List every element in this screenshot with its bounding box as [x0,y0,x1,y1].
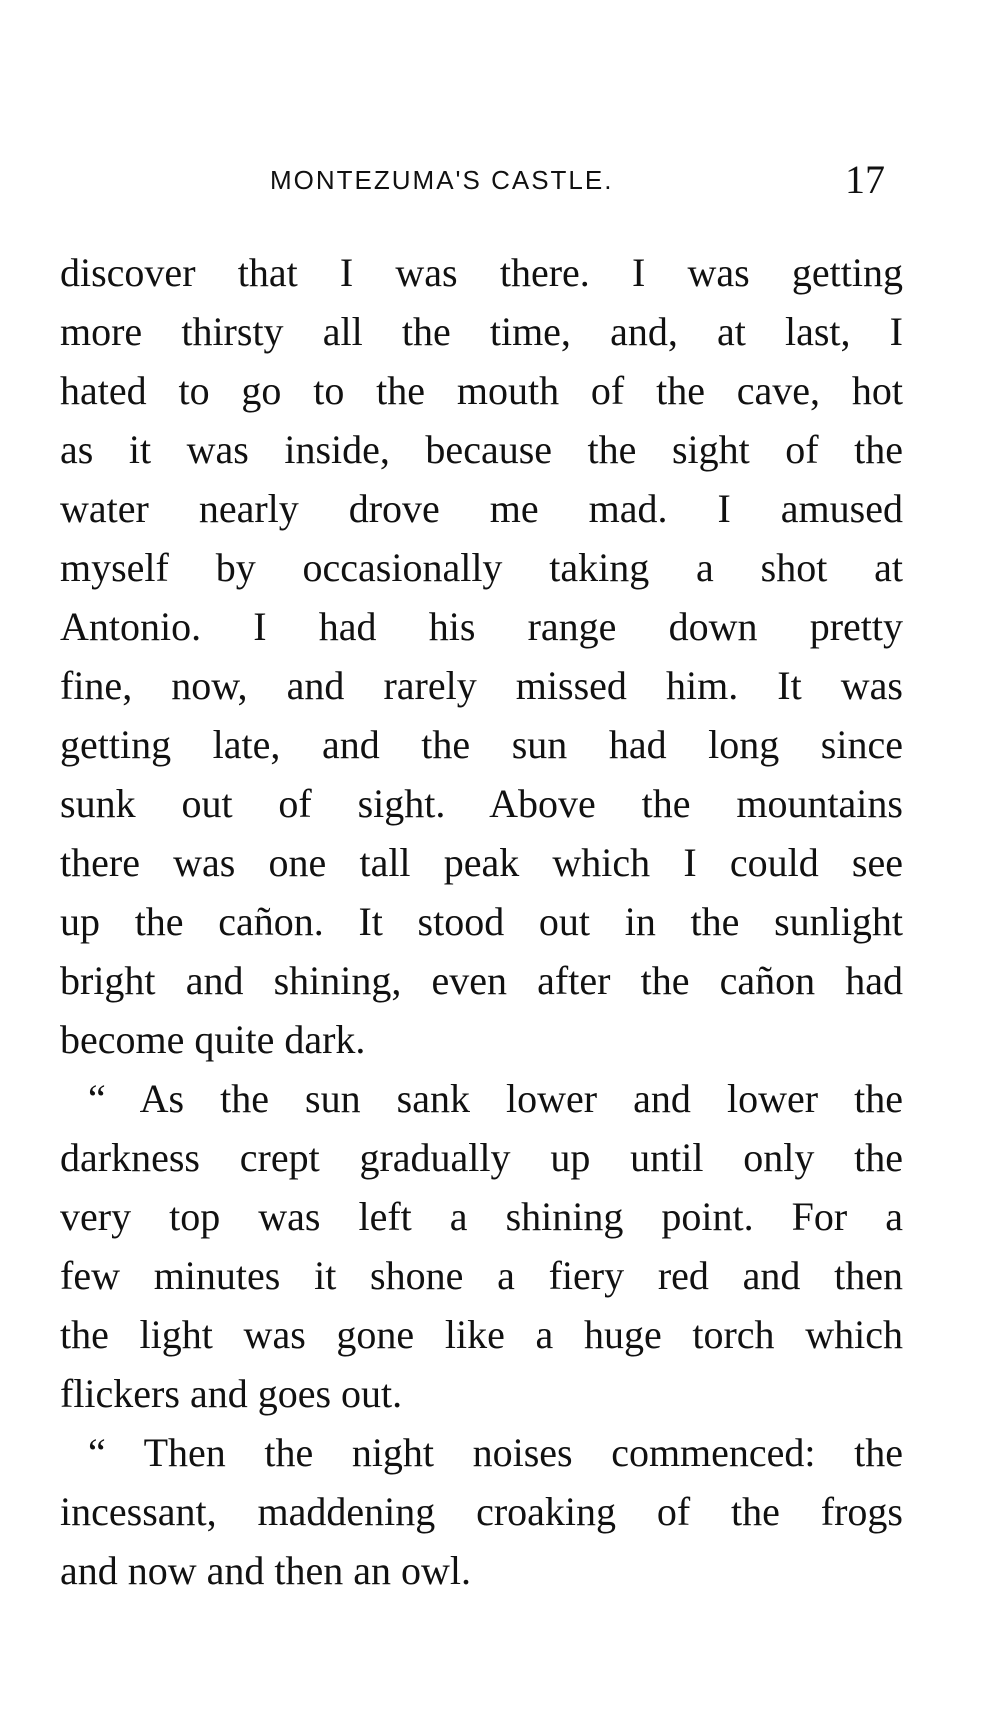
text-line: bright and shining, even after the cañon had [60,958,903,1003]
text-line: darkness crept gradually up until only the [60,1135,903,1180]
text-line: Antonio. I had his range down pretty [60,604,903,649]
text-line: hated to go to the mouth of the cave, hot [60,368,903,413]
text-line: more thirsty all the time, and, at last, I [60,309,903,354]
text-line: up the cañon. It stood out in the sunlight [60,899,903,944]
text-line: sunk out of sight. Above the mountains [60,781,903,826]
text-line: there was one tall peak which I could see [60,840,903,885]
text-line: very top was left a shining point. For a [60,1194,903,1239]
text-line: the light was gone like a huge torch which [60,1312,903,1357]
text-line: getting late, and the sun had long since [60,722,903,767]
text-line: as it was inside, because the sight of the [60,427,903,472]
text-line: myself by occasionally taking a shot at [60,545,903,590]
text-line: water nearly drove me mad. I amused [60,486,903,531]
text-line: become quite dark. [60,1017,366,1062]
running-head [0,157,1000,210]
running-title: MONTEZUMA'S CASTLE. [270,165,614,195]
text-line: flickers and goes out. [60,1371,403,1416]
page-number: 17 [845,157,885,202]
text-line: discover that I was there. I was getting [60,250,903,295]
text-line: “ As the sun sank lower and lower the [88,1076,903,1121]
text-line: few minutes it shone a fiery red and then [60,1253,903,1298]
text-line: fine, now, and rarely missed him. It was [60,663,903,708]
body-text [60,243,903,1600]
text-line: incessant, maddening croaking of the frogs [60,1489,903,1534]
text-line: and now and then an owl. [60,1548,472,1593]
text-line: “ Then the night noises commenced: the [88,1430,903,1475]
